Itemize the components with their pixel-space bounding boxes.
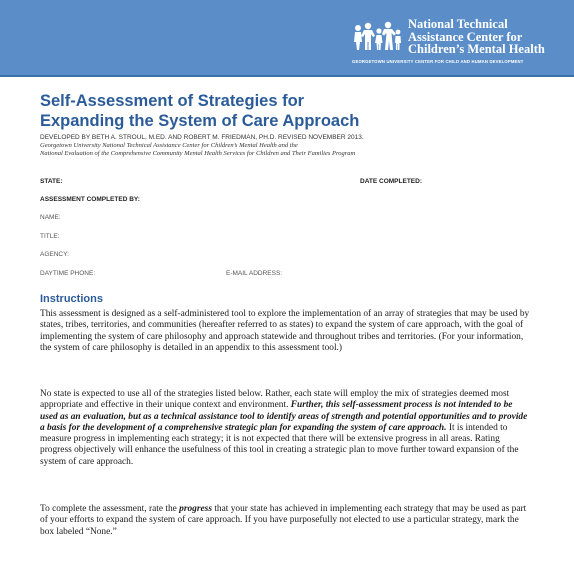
name-label: NAME: bbox=[40, 214, 61, 221]
daytime-phone-label: DAYTIME PHONE: bbox=[40, 270, 96, 277]
title-label: TITLE: bbox=[40, 233, 60, 240]
org-name-line-1: National Technical bbox=[408, 17, 508, 31]
p2-text-a: No state is expected to use all of the strategies listed below. Rather, each state will employ the mix of strategies deemed most appropriate and effective in their unique context and environment. bbox=[40, 389, 510, 411]
state-label: STATE: bbox=[40, 178, 63, 185]
instructions-heading: Instructions bbox=[40, 293, 103, 305]
org-name-line-2: Assistance Center for bbox=[408, 29, 523, 44]
email-address-label: E-MAIL ADDRESS: bbox=[226, 270, 283, 277]
p2-emphasis: Further, this self-assessment process is not intended to be used as an evaluation, but as a technical assistance tool to identify areas of strength and potential opportunities and to provide a basis for the development of a comprehensive strategic plan for expanding the system of care approach. bbox=[40, 400, 528, 433]
organization-logo bbox=[352, 18, 545, 56]
children-figures-logo-icon bbox=[352, 18, 404, 52]
organization-name bbox=[408, 18, 545, 56]
p2-text-c: It is intended to measure progress in implementing each strategy; it is not expected that there will be extensive progress in all areas. Rating progress objectively will enhance the usefulness of this tool in creating a strategic plan to move further toward expansion of the system of care approach. bbox=[40, 422, 519, 467]
credit-line-2: Georgetown University National Technical Assistance Center for Children’s Mental Health and the bbox=[40, 142, 298, 150]
agency-label: AGENCY: bbox=[40, 251, 69, 258]
instructions-paragraph-1: This assessment is designed as a self-administered tool to explore the implementation of an array of strategies that may be used by states, tribes, territories, and communities (hereafter referred to as states) to expand the system of care approach, with the goal of implementing the system of care philosophy and approach statewide and throughout tribes and territories. (For your information, the system of care philosophy is detailed in an appendix to this assessment tool.) bbox=[40, 309, 530, 353]
p3-emphasis: progress bbox=[179, 504, 212, 514]
completed-by-label: ASSESSMENT COMPLETED BY: bbox=[40, 196, 140, 203]
credit-authors: DEVELOPED BY BETH A. STROUL, M.ED. AND ROBERT M. FRIEDMAN, PH.D. REVISED NOVEMBER 2013. bbox=[40, 134, 364, 141]
header-divider bbox=[0, 75, 574, 77]
credit-line-3: National Evaluation of the Comprehensive Community Mental Health Services for Children and Their Families Program bbox=[40, 150, 356, 158]
p3-text-c: that your state has achieved in implementing each strategy that may be used as part of your efforts to expand the system of care approach. If you have purposefully not elected to use a particular strategy, mark the box labeled “None.” bbox=[40, 504, 527, 537]
page-title bbox=[40, 91, 359, 131]
instructions-paragraph-3 bbox=[40, 504, 532, 538]
org-name-line-3: Children’s Mental Health bbox=[408, 42, 545, 56]
title-line-1: Self-Assessment of Strategies for bbox=[40, 92, 305, 110]
date-completed-label: DATE COMPLETED: bbox=[360, 178, 422, 185]
title-line-2: Expanding the System of Care Approach bbox=[40, 112, 360, 130]
credits-block bbox=[40, 134, 364, 159]
org-subtitle: GEORGETOWN UNIVERSITY CENTER FOR CHILD AND HUMAN DEVELOPMENT bbox=[352, 59, 524, 64]
p3-text-a: To complete the assessment, rate the bbox=[40, 504, 180, 514]
instructions-paragraph-2 bbox=[40, 389, 532, 468]
